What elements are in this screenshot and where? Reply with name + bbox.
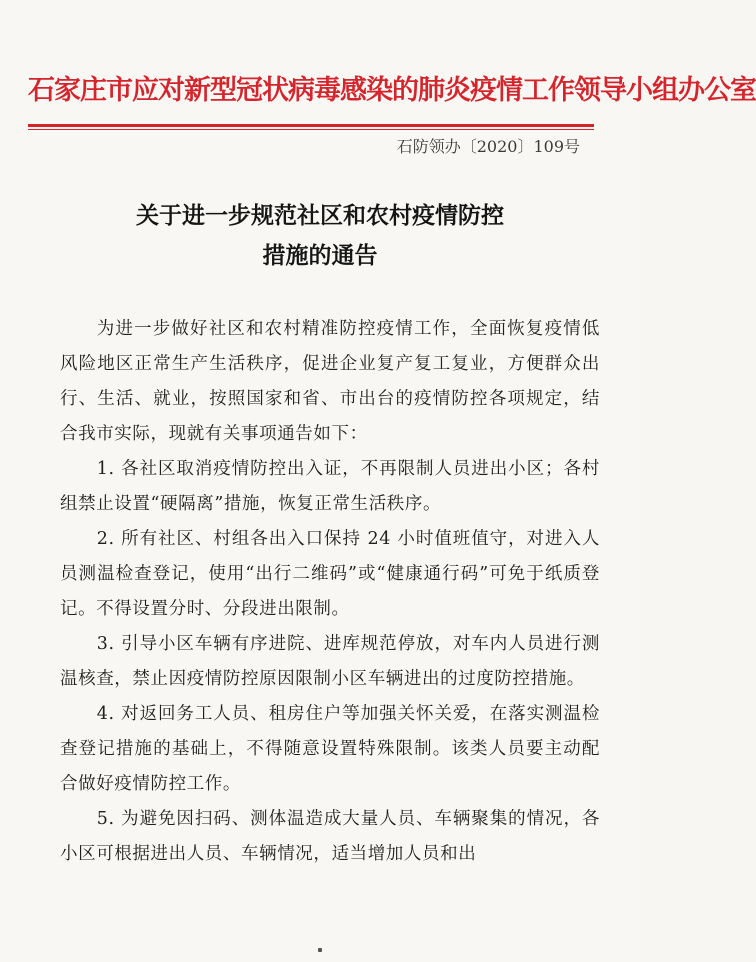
- notice-title-line-1: 关于进一步规范社区和农村疫情防控: [136, 202, 504, 229]
- item-paragraph-4: 4. 对返回务工人员、租房住户等加强关怀关爱，在落实测温检查登记措施的基础上，不得随意设置特殊限制。该类人员要主动配合做好疫情防控工作。: [60, 704, 600, 794]
- document-number: 石防领办〔2020〕109号: [396, 137, 580, 156]
- item-paragraph-1: 1. 各社区取消疫情防控出入证，不再限制人员进出小区；各村组禁止设置“硬隔离”措施，恢复正常生活秩序。: [60, 459, 600, 514]
- item-paragraph-3: 3. 引导小区车辆有序进院、进库规范停放，对车内人员进行测温核查，禁止因疫情防控原因限制小区车辆进出的过度防控措施。: [60, 634, 600, 689]
- item-paragraph-2: 2. 所有社区、村组各出入口保持 24 小时值班值守，对进入人员测温检查登记，使用“出行二维码”或“健康通行码”可免于纸质登记。不得设置分时、分段进出限制。: [60, 529, 600, 619]
- issuing-office-header: 石家庄市应对新型冠状病毒感染的肺炎疫情工作领导小组办公室: [28, 75, 756, 106]
- notice-body: [60, 312, 600, 872]
- notice-title: [0, 196, 640, 276]
- notice-title-line-2: 措施的通告: [262, 242, 378, 269]
- page-mark: [318, 948, 322, 952]
- item-paragraph-5: 5. 为避免因扫码、测体温造成大量人员、车辆聚集的情况，各小区可根据进出人员、车辆情况，适当增加人员和出: [60, 809, 600, 864]
- intro-paragraph: 为进一步做好社区和农村精准防控疫情工作，全面恢复疫情低风险地区正常生产生活秩序，促进企业复产复工复业，方便群众出行、生活、就业，按照国家和省、市出台的疫情防控各项规定，结合我市实际，现就有关事项通告如下：: [60, 319, 600, 444]
- red-header-rule: [28, 124, 594, 127]
- red-header-rule-thin: [28, 129, 594, 130]
